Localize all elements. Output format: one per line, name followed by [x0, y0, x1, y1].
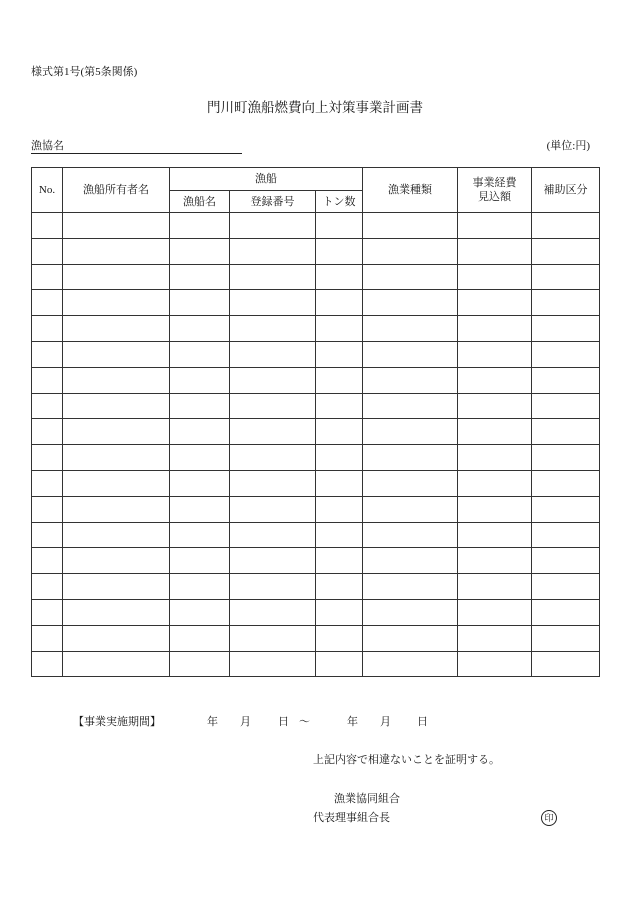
- table-body: [32, 213, 600, 677]
- estimated-cost-cell: [458, 574, 532, 600]
- no-cell: [32, 341, 63, 367]
- fishery-type-cell: [363, 264, 458, 290]
- registration-number-cell: [230, 574, 316, 600]
- owner-name-cell: [63, 341, 170, 367]
- subsidy-category-cell: [532, 445, 600, 471]
- table-row: [32, 574, 600, 600]
- table-row: [32, 599, 600, 625]
- table-row: [32, 316, 600, 342]
- header-vessel-name: 漁船名: [170, 191, 230, 213]
- table-row: [32, 264, 600, 290]
- cooperative-organization: 漁業協同組合: [334, 793, 400, 805]
- cooperative-name-label: 漁協名: [31, 140, 64, 152]
- estimated-cost-cell: [458, 599, 532, 625]
- period-end-month: 月: [380, 716, 391, 728]
- tonnage-cell: [316, 470, 363, 496]
- table-row: [32, 290, 600, 316]
- owner-name-cell: [63, 264, 170, 290]
- representative-title: 代表理事組合長: [313, 812, 390, 824]
- estimated-cost-cell: [458, 290, 532, 316]
- subsidy-category-cell: [532, 238, 600, 264]
- subsidy-category-cell: [532, 522, 600, 548]
- estimated-cost-cell: [458, 341, 532, 367]
- subsidy-category-cell: [532, 419, 600, 445]
- vessel-name-cell: [170, 522, 230, 548]
- no-cell: [32, 445, 63, 471]
- table-row: [32, 445, 600, 471]
- tonnage-cell: [316, 496, 363, 522]
- no-cell: [32, 470, 63, 496]
- owner-name-cell: [63, 290, 170, 316]
- estimated-cost-cell: [458, 264, 532, 290]
- vessel-name-cell: [170, 574, 230, 600]
- tonnage-cell: [316, 574, 363, 600]
- registration-number-cell: [230, 238, 316, 264]
- registration-number-cell: [230, 496, 316, 522]
- period-start-day: 日: [278, 716, 289, 728]
- estimated-cost-cell: [458, 522, 532, 548]
- registration-number-cell: [230, 419, 316, 445]
- registration-number-cell: [230, 651, 316, 677]
- vessel-name-cell: [170, 341, 230, 367]
- table-row: [32, 496, 600, 522]
- certification-statement: 上記内容で相違ないことを証明する。: [313, 754, 500, 766]
- estimated-cost-cell: [458, 470, 532, 496]
- no-cell: [32, 264, 63, 290]
- vessel-name-cell: [170, 213, 230, 239]
- no-cell: [32, 367, 63, 393]
- no-cell: [32, 290, 63, 316]
- fishery-type-cell: [363, 651, 458, 677]
- owner-name-cell: [63, 367, 170, 393]
- estimated-cost-cell: [458, 548, 532, 574]
- estimated-cost-cell: [458, 316, 532, 342]
- table-row: [32, 367, 600, 393]
- fishery-type-cell: [363, 548, 458, 574]
- registration-number-cell: [230, 393, 316, 419]
- registration-number-cell: [230, 625, 316, 651]
- owner-name-cell: [63, 213, 170, 239]
- fishery-type-cell: [363, 290, 458, 316]
- owner-name-cell: [63, 238, 170, 264]
- fishery-type-cell: [363, 599, 458, 625]
- subsidy-category-cell: [532, 264, 600, 290]
- subsidy-category-cell: [532, 651, 600, 677]
- subsidy-category-cell: [532, 213, 600, 239]
- subsidy-category-cell: [532, 625, 600, 651]
- estimated-cost-cell: [458, 419, 532, 445]
- cooperative-name-field: [31, 139, 242, 154]
- header-estimated-cost: [458, 168, 532, 213]
- seal-icon: 印: [541, 810, 557, 826]
- fishery-type-cell: [363, 445, 458, 471]
- tonnage-cell: [316, 341, 363, 367]
- no-cell: [32, 625, 63, 651]
- vessel-name-cell: [170, 496, 230, 522]
- owner-name-cell: [63, 496, 170, 522]
- registration-number-cell: [230, 264, 316, 290]
- estimated-cost-cell: [458, 238, 532, 264]
- fishery-type-cell: [363, 574, 458, 600]
- vessel-name-cell: [170, 625, 230, 651]
- subsidy-category-cell: [532, 290, 600, 316]
- registration-number-cell: [230, 548, 316, 574]
- no-cell: [32, 419, 63, 445]
- no-cell: [32, 316, 63, 342]
- tonnage-cell: [316, 367, 363, 393]
- unit-label: (単位:円): [546, 140, 590, 152]
- registration-number-cell: [230, 213, 316, 239]
- estimated-cost-cell: [458, 445, 532, 471]
- table-row: [32, 341, 600, 367]
- vessel-name-cell: [170, 445, 230, 471]
- table-row: [32, 625, 600, 651]
- estimated-cost-cell: [458, 393, 532, 419]
- vessel-name-cell: [170, 264, 230, 290]
- period-start-year: 年: [207, 716, 218, 728]
- tonnage-cell: [316, 419, 363, 445]
- vessel-name-cell: [170, 290, 230, 316]
- document-title: 門川町漁船燃費向上対策事業計画書: [207, 100, 423, 115]
- fishery-type-cell: [363, 341, 458, 367]
- vessel-name-cell: [170, 238, 230, 264]
- header-subsidy-category: 補助区分: [532, 168, 600, 213]
- estimated-cost-cell: [458, 651, 532, 677]
- owner-name-cell: [63, 651, 170, 677]
- estimated-cost-cell: [458, 367, 532, 393]
- no-cell: [32, 213, 63, 239]
- plan-table: [31, 167, 600, 677]
- fishery-type-cell: [363, 470, 458, 496]
- tonnage-cell: [316, 290, 363, 316]
- owner-name-cell: [63, 445, 170, 471]
- form-number: 様式第1号(第5条関係): [31, 66, 138, 78]
- registration-number-cell: [230, 316, 316, 342]
- estimated-cost-cell: [458, 625, 532, 651]
- tonnage-cell: [316, 651, 363, 677]
- fishery-type-cell: [363, 625, 458, 651]
- header-vessel-group: 漁船: [170, 168, 363, 191]
- period-label: 【事業実施期間】: [73, 716, 161, 728]
- fishery-type-cell: [363, 316, 458, 342]
- subsidy-category-cell: [532, 316, 600, 342]
- table-row: [32, 213, 600, 239]
- vessel-name-cell: [170, 470, 230, 496]
- tonnage-cell: [316, 522, 363, 548]
- tonnage-cell: [316, 445, 363, 471]
- registration-number-cell: [230, 445, 316, 471]
- table-row: [32, 419, 600, 445]
- owner-name-cell: [63, 548, 170, 574]
- table-header-row: [32, 168, 600, 191]
- no-cell: [32, 548, 63, 574]
- fishery-type-cell: [363, 496, 458, 522]
- tonnage-cell: [316, 238, 363, 264]
- fishery-type-cell: [363, 367, 458, 393]
- table-row: [32, 548, 600, 574]
- tonnage-cell: [316, 264, 363, 290]
- owner-name-cell: [63, 625, 170, 651]
- subsidy-category-cell: [532, 393, 600, 419]
- registration-number-cell: [230, 367, 316, 393]
- vessel-name-cell: [170, 548, 230, 574]
- table-row: [32, 522, 600, 548]
- table-row: [32, 651, 600, 677]
- tonnage-cell: [316, 625, 363, 651]
- no-cell: [32, 238, 63, 264]
- registration-number-cell: [230, 290, 316, 316]
- owner-name-cell: [63, 470, 170, 496]
- subsidy-category-cell: [532, 548, 600, 574]
- subsidy-category-cell: [532, 599, 600, 625]
- owner-name-cell: [63, 599, 170, 625]
- owner-name-cell: [63, 316, 170, 342]
- header-fishery-type: 漁業種類: [363, 168, 458, 213]
- vessel-name-cell: [170, 393, 230, 419]
- table-row: [32, 470, 600, 496]
- estimated-cost-cell: [458, 213, 532, 239]
- no-cell: [32, 574, 63, 600]
- period-start-month: 月: [240, 716, 251, 728]
- no-cell: [32, 599, 63, 625]
- fishery-type-cell: [363, 419, 458, 445]
- tonnage-cell: [316, 316, 363, 342]
- vessel-name-cell: [170, 367, 230, 393]
- estimated-cost-cell: [458, 496, 532, 522]
- vessel-name-cell: [170, 651, 230, 677]
- registration-number-cell: [230, 341, 316, 367]
- header-owner-name: 漁船所有者名: [63, 168, 170, 213]
- registration-number-cell: [230, 470, 316, 496]
- tonnage-cell: [316, 393, 363, 419]
- owner-name-cell: [63, 393, 170, 419]
- header-no: No.: [32, 168, 63, 213]
- owner-name-cell: [63, 419, 170, 445]
- tonnage-cell: [316, 599, 363, 625]
- subsidy-category-cell: [532, 574, 600, 600]
- no-cell: [32, 393, 63, 419]
- vessel-name-cell: [170, 599, 230, 625]
- registration-number-cell: [230, 599, 316, 625]
- no-cell: [32, 651, 63, 677]
- period-separator: ～: [299, 716, 310, 728]
- no-cell: [32, 522, 63, 548]
- subsidy-category-cell: [532, 341, 600, 367]
- header-registration-number: 登録番号: [230, 191, 316, 213]
- subsidy-category-cell: [532, 470, 600, 496]
- table-row: [32, 238, 600, 264]
- subsidy-category-cell: [532, 367, 600, 393]
- period-end-day: 日: [417, 716, 428, 728]
- period-end-year: 年: [347, 716, 358, 728]
- subsidy-category-cell: [532, 496, 600, 522]
- fishery-type-cell: [363, 213, 458, 239]
- tonnage-cell: [316, 213, 363, 239]
- header-estimated-cost-line1: 事業経費: [472, 177, 517, 189]
- vessel-name-cell: [170, 419, 230, 445]
- registration-number-cell: [230, 522, 316, 548]
- owner-name-cell: [63, 574, 170, 600]
- header-tonnage: トン数: [316, 191, 363, 213]
- fishery-type-cell: [363, 393, 458, 419]
- fishery-type-cell: [363, 522, 458, 548]
- header-estimated-cost-line2: 見込額: [478, 191, 512, 203]
- tonnage-cell: [316, 548, 363, 574]
- owner-name-cell: [63, 522, 170, 548]
- table-row: [32, 393, 600, 419]
- fishery-type-cell: [363, 238, 458, 264]
- no-cell: [32, 496, 63, 522]
- vessel-name-cell: [170, 316, 230, 342]
